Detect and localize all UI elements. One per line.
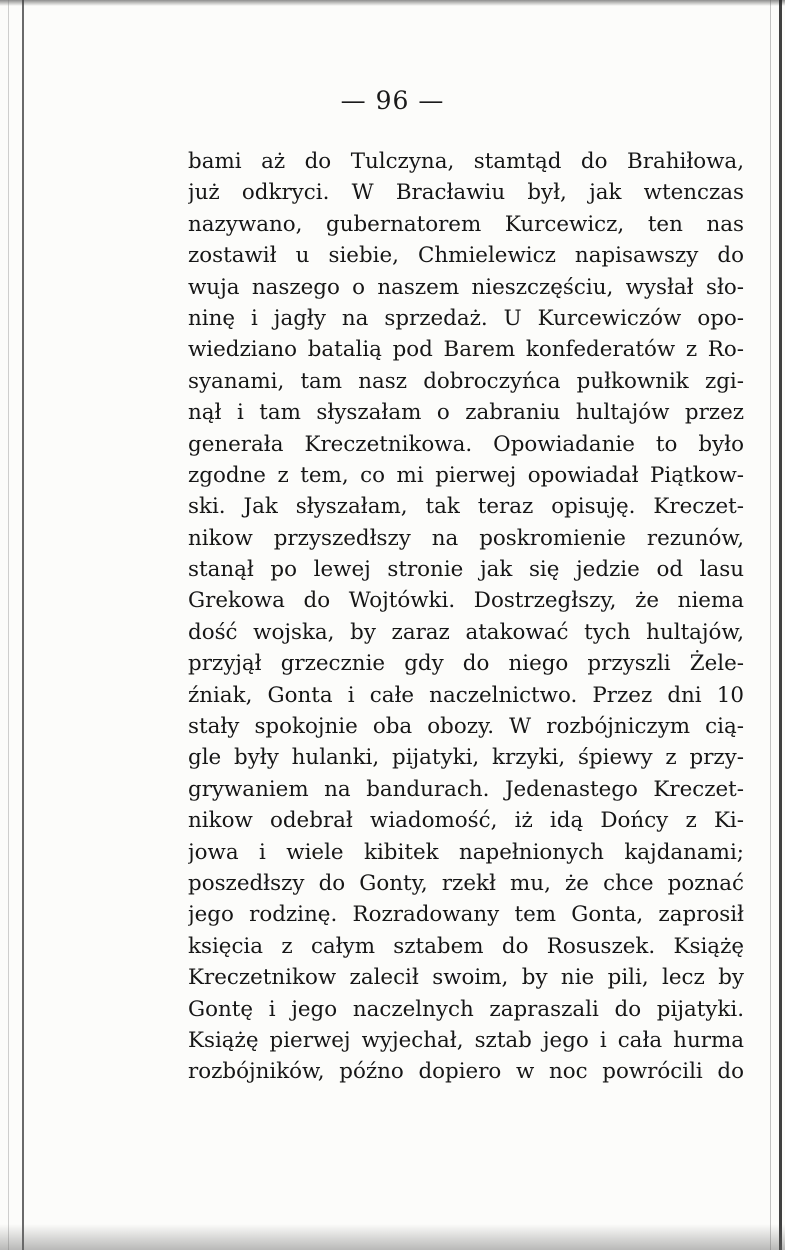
text-line: poszedłszy do Gonty, rzekł mu, że chce poznać (188, 870, 744, 896)
text-line: zostawił u siebie, Chmielewicz napisawszy do (188, 243, 744, 269)
text-line: nął i tam słyszałam o zabraniu hultajów przez (188, 400, 744, 426)
text-line: już odkryci. W Bracławiu był, jak wtenczas (188, 180, 744, 206)
text-line: Kreczetnikow zalecił swoim, by nie pili, lecz by (188, 965, 744, 991)
text-line: zgodne z tem, co mi pierwej opowiadał Piątkow- (188, 462, 744, 488)
body-text (188, 146, 744, 1088)
text-line: ninę i jagły na sprzedaż. U Kurcewiczów opo- (188, 305, 744, 331)
text-line: grywaniem na bandurach. Jedenastego Kreczet- (188, 776, 744, 802)
text-line: Grekowa do Wojtówki. Dostrzegłszy, że niema (188, 588, 744, 614)
text-line: bami aż do Tulczyna, stamtąd do Brahiłowa, (188, 149, 744, 174)
text-line: przyjął grzecznie gdy do niego przyszli Żele- (188, 651, 744, 677)
text-line: ski. Jak słyszałam, tak teraz opisuję. Kreczet- (188, 494, 744, 520)
scan-edge-top (0, 0, 785, 6)
text-line: rozbójników, późno dopiero w noc powrócili do (188, 1059, 744, 1085)
scan-edge-right (779, 0, 782, 1250)
text-line: dość wojska, by zaraz atakować tych hultajów, (188, 619, 744, 645)
text-line: generała Kreczetnikowa. Opowiadanie to było (188, 431, 744, 457)
scan-edge-bottom (0, 1224, 785, 1250)
scan-edge-right-inner (770, 0, 771, 1250)
text-line: wiedziano batalią pod Barem konfederatów z Ro- (188, 337, 744, 363)
text-line: stały spokojnie oba obozy. W rozbójniczym cią- (188, 714, 744, 740)
text-line: nikow przyszedłszy na poskromienie rezunów, (188, 525, 744, 551)
text-line: Gontę i jego naczelnych zapraszali do pijatyki. (188, 996, 744, 1022)
page-number: — 96 — (340, 86, 445, 115)
scan-edge-left-outer (8, 0, 9, 1250)
text-line: gle były hulanki, pijatyki, krzyki, śpiewy z przy- (188, 745, 744, 771)
text-line: jowa i wiele kibitek napełnionych kajdanami; (188, 839, 744, 865)
scan-edge-left (22, 0, 24, 1250)
text-line: stanął po lewej stronie jak się jedzie od lasu (188, 557, 744, 583)
text-line: syanami, tam nasz dobroczyńca pułkownik zgi- (188, 368, 744, 394)
text-line: nazywano, gubernatorem Kurcewicz, ten nas (188, 211, 744, 237)
text-line: nikow odebrał wiadomość, iż idą Dońcy z Ki- (188, 808, 744, 834)
text-line: źniak, Gonta i całe naczelnictwo. Przez dni 10 (188, 682, 744, 708)
text-line: jego rodzinę. Rozradowany tem Gonta, zaprosił (188, 902, 744, 928)
text-line: wuja naszego o naszem nieszczęściu, wysłał sło- (188, 274, 744, 300)
text-line: Książę pierwej wyjechał, sztab jego i cała hurma (188, 1027, 744, 1053)
text-line: księcia z całym sztabem do Rosuszek. Książę (188, 933, 744, 959)
